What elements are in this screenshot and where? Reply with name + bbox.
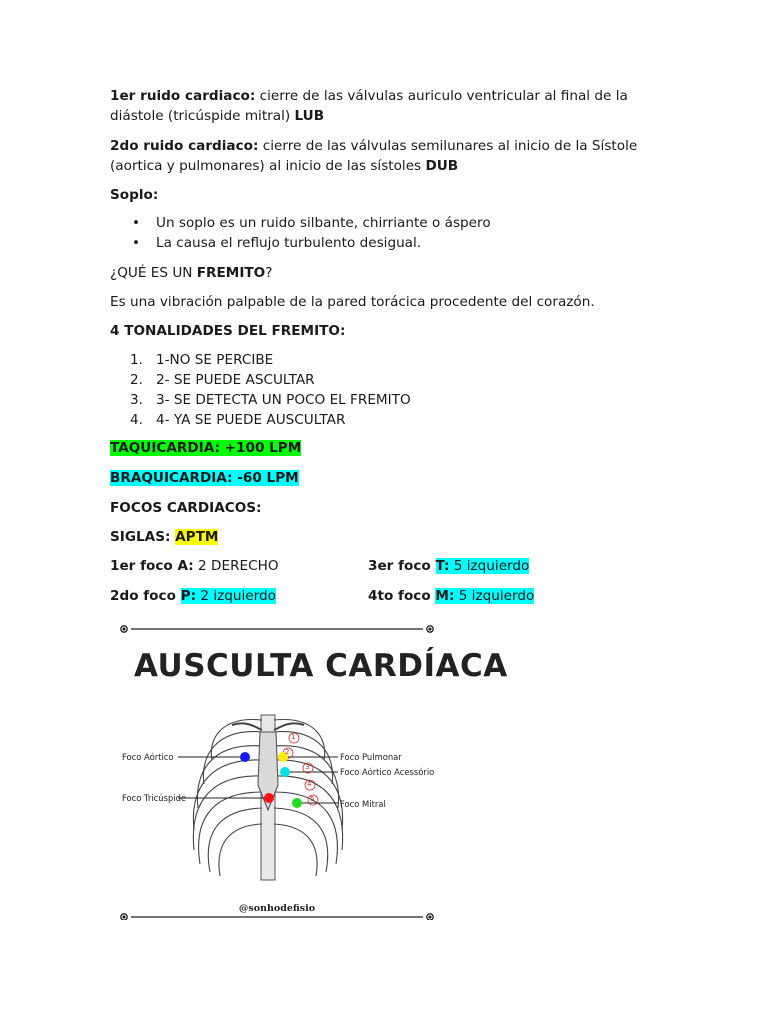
tonalidades-heading: 4 TONALIDADES DEL FREMITO: [110,323,346,339]
mitral-focus-dot [292,798,302,808]
number-label-1: 1 [291,733,296,741]
foco-1-label: 1er foco A: [110,558,194,574]
tricuspid-focus-dot [264,793,274,803]
foco-4-letter: M: [435,588,455,604]
first-heart-sound-label: 1er ruido cardiaco: [110,88,256,104]
list-item: • La causa el reflujo turbulento desigual. [110,233,491,253]
label-aortic-focus: Foco Aórtico [122,752,174,762]
taquicardia-line [110,438,670,458]
siglas-value: APTM [175,529,219,545]
list-item: • Un soplo es un ruido silbante, chirriante o áspero [110,213,491,233]
list-number: 2. [130,372,143,388]
foco-3-letter: T: [435,558,450,574]
foco-3-label: 3er foco [368,558,436,574]
siglas-label: SIGLAS: [110,529,176,545]
foco-4-label: 4to foco [368,588,436,604]
figure-title: AUSCULTA CARDÍACA [134,648,508,684]
auscultation-figure [112,620,508,920]
fremito-question-bold: FREMITO [196,265,266,281]
first-heart-sound-text: cierre de las válvulas auriculo ventricular al final de la diástole (tricúspide mitral) [110,88,628,124]
second-heart-sound-paragraph [110,136,670,176]
list-number: 4. [130,412,143,428]
foco-4 [368,586,534,606]
braquicardia-highlight: BRAQUICARDIA: -60 LPM [110,470,299,486]
braquicardia-line [110,468,670,488]
label-mitral-focus: Foco Mitral [340,799,386,809]
list-item [110,350,411,370]
label-tricuspid-focus: Foco Tricúspide [122,793,187,803]
foco-3-highlight [436,558,530,574]
list-text: 4- YA SE PUEDE AUSCULTAR [156,412,346,428]
second-heart-sound-label: 2do ruido cardiaco: [110,138,259,154]
fremito-question-post: ? [265,265,273,281]
list-text: 1-NO SE PERCIBE [156,352,274,368]
number-label-2: 2 [285,748,290,756]
first-heart-sound-paragraph [110,86,670,126]
foco-2-highlight [181,588,276,604]
fremito-definition: Es una vibración palpable de la pared torácica procedente del corazón. [110,294,595,310]
number-label-4: 4 [307,780,312,788]
foco-2-label: 2do foco [110,588,181,604]
tonalidades-list [110,350,411,430]
foco-row-1 [110,556,670,576]
fremito-question [110,263,670,283]
soplo-heading: Soplo: [110,187,159,203]
foco-4-value: 5 izquierdo [454,588,535,604]
soplo-list [110,213,491,253]
dub-label: DUB [425,158,459,174]
foco-2-value: 2 izquierdo [196,588,276,604]
label-accessory-aortic-focus: Foco Aórtico Acessório [340,767,435,777]
siglas-line [110,527,670,547]
aortic-focus-dot [240,752,250,762]
number-label-5: 5 [310,795,315,803]
lub-label: LUB [294,108,325,124]
top-ornament [121,626,433,632]
taquicardia-highlight: TAQUICARDIA: +100 LPM [110,440,302,456]
foco-row-2 [110,586,670,606]
list-item [110,410,411,430]
foco-4-highlight [435,588,534,604]
accessory-aortic-focus-dot [280,767,290,777]
list-number: 3. [130,392,143,408]
focos-heading: FOCOS CARDIACOS: [110,500,262,516]
fremito-question-pre: ¿QUÉ ES UN [110,265,197,281]
list-item [110,390,411,410]
list-text: 3- SE DETECTA UN POCO EL FREMITO [156,392,411,408]
figure-credit: @sonhodefisio [238,903,316,914]
foco-3-value: 5 izquierdo [449,558,530,574]
list-item [110,370,411,390]
bottom-ornament [121,914,433,920]
foco-2-letter: P: [180,588,197,604]
foco-1-value: 2 DERECHO [193,558,279,574]
list-number: 1. [130,352,143,368]
second-heart-sound-text: cierre de las válvulas semilunares al inicio de la Sístole (aortica y pulmonares) al inicio de las sístoles [110,138,638,174]
foco-3 [368,556,529,576]
label-pulmonary-focus: Foco Pulmonar [340,752,402,762]
number-label-3: 3 [305,763,310,771]
list-text: 2- SE PUEDE ASCULTAR [156,372,315,388]
